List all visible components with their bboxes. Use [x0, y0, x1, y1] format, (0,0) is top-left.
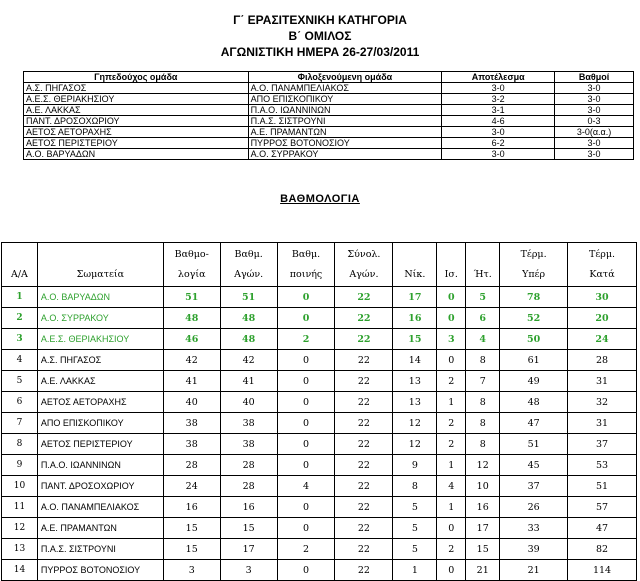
- standings-row: [2, 287, 637, 308]
- results-score: 3-1: [442, 105, 555, 116]
- standings-col-header-top: [38, 245, 163, 265]
- standings-game-points: 38: [220, 434, 277, 455]
- standings-goals-for: 21: [500, 560, 568, 581]
- standings-team: Α.Ο. ΣΥΡΡΑΚΟΥ: [37, 308, 163, 329]
- results-home-team: Α.Ο. ΒΑΡΥΑΔΩΝ: [24, 149, 249, 160]
- standings-row: [2, 413, 637, 434]
- standings-goals-for: 26: [500, 497, 568, 518]
- standings-game-points: 15: [220, 518, 277, 539]
- results-row: [24, 105, 634, 116]
- results-row: [24, 116, 634, 127]
- standings-col-header: [500, 243, 568, 287]
- standings-col-header: [568, 243, 637, 287]
- standings-team: ΠΥΡΡΟΣ ΒΟΤΟΝΟΣΙΟΥ: [37, 560, 163, 581]
- standings-position: 4: [2, 350, 38, 371]
- standings-team: Π.Α.Σ. ΣΙΣΤΡΟΥΝΙ: [37, 539, 163, 560]
- results-away-team: ΠΥΡΡΟΣ ΒΟΤΟΝΟΣΙΟΥ: [248, 138, 442, 149]
- standings-col-header-top: Βαθμ.: [234, 248, 263, 260]
- results-header-row: [24, 72, 634, 83]
- standings-wins: 15: [393, 329, 437, 350]
- results-points: 3-0: [555, 138, 634, 149]
- results-table: [23, 71, 634, 160]
- standings-points: 38: [163, 413, 220, 434]
- standings-wins: 13: [393, 371, 437, 392]
- standings-position: 3: [2, 329, 38, 350]
- standings-goals-for: 33: [500, 518, 568, 539]
- standings-position: 8: [2, 434, 38, 455]
- results-points: 3-0: [555, 105, 634, 116]
- standings-col-header-top: Βαθμο-: [174, 248, 209, 260]
- standings-row: [2, 497, 637, 518]
- standings-col-header-bottom: Κατά: [589, 268, 615, 280]
- standings-points: 16: [163, 497, 220, 518]
- results-row: [24, 138, 634, 149]
- standings-draws: 2: [437, 434, 466, 455]
- results-away-team: Α.Ο. ΣΥΡΡΑΚΟΥ: [248, 149, 442, 160]
- standings-col-header-bottom: Ισ.: [444, 268, 458, 280]
- standings-position: 14: [2, 560, 38, 581]
- standings-wins: 13: [393, 392, 437, 413]
- standings-goals-against: 24: [568, 329, 637, 350]
- results-home-team: ΑΕΤΟΣ ΑΕΤΟΡΑΧΗΣ: [24, 127, 249, 138]
- standings-goals-against: 57: [568, 497, 637, 518]
- standings-col-header-bottom: Αγών.: [234, 268, 264, 280]
- results-home-team: ΑΕΤΟΣ ΠΕΡΙΣΤΕΡΙΟΥ: [24, 138, 249, 149]
- standings-wins: 12: [393, 434, 437, 455]
- standings-goals-against: 53: [568, 455, 637, 476]
- standings-position: 1: [2, 287, 38, 308]
- standings-header-row: [2, 243, 637, 287]
- standings-game-points: 48: [220, 308, 277, 329]
- standings-losses: 15: [466, 539, 500, 560]
- standings-played: 22: [335, 371, 393, 392]
- standings-title: ΒΑΘΜΟΛΟΓΙΑ: [280, 193, 360, 205]
- standings-team: ΑΕΤΟΣ ΠΕΡΙΣΤΕΡΙΟΥ: [37, 434, 163, 455]
- standings-draws: 0: [437, 287, 466, 308]
- standings-col-header-top: [2, 245, 37, 265]
- standings-played: 22: [335, 497, 393, 518]
- standings-goals-for: 39: [500, 539, 568, 560]
- standings-position: 13: [2, 539, 38, 560]
- standings-position: 12: [2, 518, 38, 539]
- standings-goals-against: 28: [568, 350, 637, 371]
- results-away-team: Π.Α.Σ. ΣΙΣΤΡΟΥΝΙ: [248, 116, 442, 127]
- standings-losses: 4: [466, 329, 500, 350]
- standings-goals-against: 37: [568, 434, 637, 455]
- standings-draws: 0: [437, 308, 466, 329]
- standings-penalty: 0: [277, 308, 335, 329]
- standings-losses: 8: [466, 350, 500, 371]
- standings-losses: 17: [466, 518, 500, 539]
- standings-goals-for: 51: [500, 434, 568, 455]
- standings-position: 7: [2, 413, 38, 434]
- results-points: 3-0: [555, 149, 634, 160]
- standings-penalty: 2: [277, 539, 335, 560]
- standings-goals-against: 30: [568, 287, 637, 308]
- standings-penalty: 0: [277, 518, 335, 539]
- standings-points: 38: [163, 434, 220, 455]
- standings-col-header: [37, 243, 163, 287]
- results-row: [24, 149, 634, 160]
- standings-position: 5: [2, 371, 38, 392]
- results-col-away: Φιλοξενούμενη ομάδα: [248, 72, 442, 83]
- standings-col-header-bottom: Αγών.: [349, 268, 379, 280]
- standings-losses: 6: [466, 308, 500, 329]
- standings-played: 22: [335, 308, 393, 329]
- standings-wins: 8: [393, 476, 437, 497]
- standings-row: [2, 539, 637, 560]
- standings-losses: 10: [466, 476, 500, 497]
- results-score: 3-0: [442, 83, 555, 94]
- standings-col-header: [220, 243, 277, 287]
- standings-losses: 12: [466, 455, 500, 476]
- standings-points: 24: [163, 476, 220, 497]
- standings-played: 22: [335, 476, 393, 497]
- standings-position: 6: [2, 392, 38, 413]
- standings-points: 40: [163, 392, 220, 413]
- standings-goals-for: 50: [500, 329, 568, 350]
- results-home-team: ΠΑΝΤ. ΔΡΟΣΟΧΩΡΙΟΥ: [24, 116, 249, 127]
- standings-team: ΑΕΤΟΣ ΑΕΤΟΡΑΧΗΣ: [37, 392, 163, 413]
- standings-row: [2, 371, 637, 392]
- results-col-score: Αποτέλεσμα: [442, 72, 555, 83]
- standings-game-points: 28: [220, 476, 277, 497]
- standings-wins: 5: [393, 518, 437, 539]
- standings-draws: 3: [437, 329, 466, 350]
- standings-goals-for: 49: [500, 371, 568, 392]
- standings-wins: 9: [393, 455, 437, 476]
- standings-col-header-top: Τέρμ.: [520, 248, 547, 260]
- standings-game-points: 17: [220, 539, 277, 560]
- group-title: Β΄ ΟΜΙΛΟΣ: [288, 29, 352, 43]
- standings-losses: 8: [466, 392, 500, 413]
- standings-played: 22: [335, 518, 393, 539]
- standings-team: ΑΠΟ ΕΠΙΣΚΟΠΙΚΟΥ: [37, 413, 163, 434]
- matchday-title: ΑΓΩΝΙΣΤΙΚΗ ΗΜΕΡΑ 26-27/03/2011: [220, 45, 420, 59]
- standings-goals-for: 61: [500, 350, 568, 371]
- standings-col-header: [466, 243, 500, 287]
- results-score: 3-2: [442, 94, 555, 105]
- standings-game-points: 41: [220, 371, 277, 392]
- standings-played: 22: [335, 539, 393, 560]
- standings-draws: 1: [437, 455, 466, 476]
- results-home-team: Α.Ε. ΛΑΚΚΑΣ: [24, 105, 249, 116]
- standings-goals-against: 47: [568, 518, 637, 539]
- standings-goals-against: 82: [568, 539, 637, 560]
- results-home-team: Α.Σ. ΠΗΓΑΣΟΣ: [24, 83, 249, 94]
- standings-draws: 4: [437, 476, 466, 497]
- results-points: 0-3: [555, 116, 634, 127]
- results-score: 3-0: [442, 127, 555, 138]
- standings-position: 9: [2, 455, 38, 476]
- standings-penalty: 0: [277, 434, 335, 455]
- standings-played: 22: [335, 434, 393, 455]
- standings-col-header-bottom: Σωματεία: [76, 268, 125, 280]
- standings-played: 22: [335, 350, 393, 371]
- standings-wins: 17: [393, 287, 437, 308]
- standings-team: Α.Ε.Σ. ΘΕΡΙΑΚΗΣΙΟΥ: [37, 329, 163, 350]
- standings-game-points: 40: [220, 392, 277, 413]
- standings-goals-for: 78: [500, 287, 568, 308]
- standings-goals-against: 31: [568, 371, 637, 392]
- standings-points: 15: [163, 518, 220, 539]
- standings-game-points: 38: [220, 413, 277, 434]
- results-row: [24, 127, 634, 138]
- standings-goals-for: 45: [500, 455, 568, 476]
- standings-position: 2: [2, 308, 38, 329]
- standings-penalty: 0: [277, 287, 335, 308]
- standings-penalty: 4: [277, 476, 335, 497]
- standings-row: [2, 329, 637, 350]
- standings-goals-for: 47: [500, 413, 568, 434]
- standings-col-header: [277, 243, 335, 287]
- standings-wins: 12: [393, 413, 437, 434]
- standings-points: 41: [163, 371, 220, 392]
- results-col-home: Γηπεδούχος ομάδα: [24, 72, 249, 83]
- standings-wins: 5: [393, 539, 437, 560]
- standings-col-header-bottom: ποινής: [289, 268, 323, 280]
- results-row: [24, 83, 634, 94]
- standings-team: ΠΑΝΤ. ΔΡΟΣΟΧΩΡΙΟΥ: [37, 476, 163, 497]
- standings-col-header: [437, 243, 466, 287]
- standings-col-header-top: Σύνολ.: [347, 248, 381, 260]
- standings-team: Α.Ε. ΛΑΚΚΑΣ: [37, 371, 163, 392]
- standings-col-header-bottom: λογία: [177, 268, 206, 280]
- standings-game-points: 16: [220, 497, 277, 518]
- standings-col-header-top: [437, 245, 465, 265]
- standings-losses: 21: [466, 560, 500, 581]
- standings-col-header: [393, 243, 437, 287]
- standings-row: [2, 308, 637, 329]
- results-away-team: ΑΠΟ ΕΠΙΣΚΟΠΙΚΟΥ: [248, 94, 442, 105]
- standings-draws: 0: [437, 350, 466, 371]
- standings-draws: 0: [437, 518, 466, 539]
- standings-points: 3: [163, 560, 220, 581]
- results-home-team: Α.Ε.Σ. ΘΕΡΙΑΚΗΣΙΟΥ: [24, 94, 249, 105]
- standings-team: Α.Ο. ΒΑΡΥΑΔΩΝ: [37, 287, 163, 308]
- standings-points: 28: [163, 455, 220, 476]
- standings-wins: 5: [393, 497, 437, 518]
- results-away-team: Α.Ε. ΠΡΑΜΑΝΤΩΝ: [248, 127, 442, 138]
- standings-losses: 16: [466, 497, 500, 518]
- standings-col-header-top: [393, 245, 436, 265]
- standings-goals-against: 31: [568, 413, 637, 434]
- standings-col-header-top: Βαθμ.: [291, 248, 321, 260]
- standings-row: [2, 350, 637, 371]
- standings-played: 22: [335, 413, 393, 434]
- standings-goals-for: 52: [500, 308, 568, 329]
- standings-played: 22: [335, 329, 393, 350]
- standings-penalty: 0: [277, 371, 335, 392]
- standings-goals-against: 20: [568, 308, 637, 329]
- results-points: 3-0: [555, 94, 634, 105]
- standings-col-header-bottom: Ήτ.: [473, 268, 492, 280]
- standings-losses: 5: [466, 287, 500, 308]
- standings-game-points: 42: [220, 350, 277, 371]
- standings-penalty: 0: [277, 497, 335, 518]
- standings-wins: 14: [393, 350, 437, 371]
- standings-col-header: [163, 243, 220, 287]
- standings-penalty: 0: [277, 560, 335, 581]
- standings-col-header-bottom: Υπέρ: [522, 268, 546, 280]
- standings-team: Α.Σ. ΠΗΓΑΣΟΣ: [37, 350, 163, 371]
- standings-goals-against: 51: [568, 476, 637, 497]
- standings-col-header: [2, 243, 38, 287]
- standings-draws: 2: [437, 539, 466, 560]
- standings-penalty: 0: [277, 455, 335, 476]
- standings-draws: 0: [437, 560, 466, 581]
- standings-row: [2, 518, 637, 539]
- standings-row: [2, 392, 637, 413]
- standings-row: [2, 476, 637, 497]
- standings-game-points: 3: [220, 560, 277, 581]
- standings-goals-for: 37: [500, 476, 568, 497]
- standings-played: 22: [335, 455, 393, 476]
- standings-played: 22: [335, 560, 393, 581]
- standings-wins: 1: [393, 560, 437, 581]
- standings-losses: 8: [466, 434, 500, 455]
- standings-goals-against: 32: [568, 392, 637, 413]
- standings-table: [1, 242, 637, 581]
- standings-team: Α.Ο. ΠΑΝΑΜΠΕΛΙΑΚΟΣ: [37, 497, 163, 518]
- results-score: 6-2: [442, 138, 555, 149]
- standings-played: 22: [335, 392, 393, 413]
- standings-game-points: 48: [220, 329, 277, 350]
- standings-col-header-top: Τέρμ.: [589, 248, 616, 260]
- results-score: 3-0: [442, 149, 555, 160]
- standings-draws: 1: [437, 497, 466, 518]
- results-away-team: Α.Ο. ΠΑΝΑΜΠΕΛΙΑΚΟΣ: [248, 83, 442, 94]
- standings-row: [2, 455, 637, 476]
- standings-points: 48: [163, 308, 220, 329]
- results-score: 4-6: [442, 116, 555, 127]
- standings-col-header-bottom: Νίκ.: [404, 268, 426, 280]
- standings-row: [2, 560, 637, 581]
- standings-position: 11: [2, 497, 38, 518]
- results-row: [24, 94, 634, 105]
- standings-goals-for: 48: [500, 392, 568, 413]
- results-points: 3-0(α.α.): [555, 127, 634, 138]
- standings-game-points: 51: [220, 287, 277, 308]
- results-away-team: Π.Α.Ο. ΙΩΑΝΝΙΝΩΝ: [248, 105, 442, 116]
- standings-game-points: 28: [220, 455, 277, 476]
- standings-col-header: [335, 243, 393, 287]
- standings-col-header-top: [466, 245, 499, 265]
- standings-points: 42: [163, 350, 220, 371]
- standings-penalty: 0: [277, 350, 335, 371]
- standings-goals-against: 114: [568, 560, 637, 581]
- standings-points: 15: [163, 539, 220, 560]
- standings-played: 22: [335, 287, 393, 308]
- standings-penalty: 0: [277, 413, 335, 434]
- standings-team: Α.Ε. ΠΡΑΜΑΝΤΩΝ: [37, 518, 163, 539]
- standings-points: 51: [163, 287, 220, 308]
- standings-draws: 1: [437, 392, 466, 413]
- standings-losses: 7: [466, 371, 500, 392]
- results-points: 3-0: [555, 83, 634, 94]
- standings-penalty: 2: [277, 329, 335, 350]
- standings-draws: 2: [437, 413, 466, 434]
- standings-col-header-bottom: Α/Α: [10, 268, 28, 280]
- standings-wins: 16: [393, 308, 437, 329]
- standings-points: 46: [163, 329, 220, 350]
- results-col-points: Βαθμοί: [555, 72, 634, 83]
- standings-row: [2, 434, 637, 455]
- standings-penalty: 0: [277, 392, 335, 413]
- standings-losses: 8: [466, 413, 500, 434]
- standings-position: 10: [2, 476, 38, 497]
- standings-team: Π.Α.Ο. ΙΩΑΝΝΙΝΩΝ: [37, 455, 163, 476]
- league-title: Γ΄ ΕΡΑΣΙΤΕΧΝΙΚΗ ΚΑΤΗΓΟΡΙΑ: [233, 13, 407, 27]
- standings-draws: 2: [437, 371, 466, 392]
